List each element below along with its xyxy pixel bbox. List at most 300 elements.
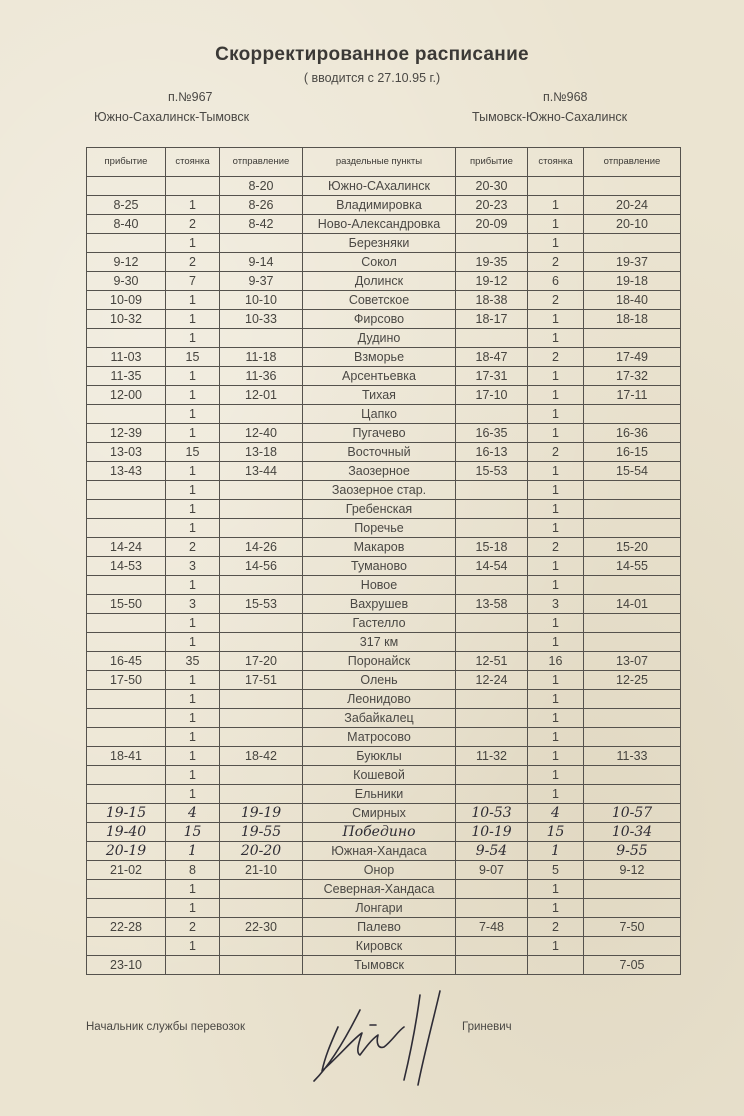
arrival-967-cell: 15-50: [87, 595, 166, 614]
footer-name: Гриневич: [462, 1021, 512, 1033]
table-header-row: [87, 148, 681, 177]
arrival-968-cell: 19-12: [456, 272, 528, 291]
station-name-cell: Взморье: [303, 348, 456, 367]
table-row: [87, 234, 681, 253]
stop-968-cell: 1: [528, 576, 584, 595]
station-name-cell: Буюклы: [303, 747, 456, 766]
table-row: [87, 253, 681, 272]
table-row: [87, 348, 681, 367]
departure-968-cell: 20-24: [584, 196, 681, 215]
column-header: стоянка: [528, 148, 584, 177]
station-name-cell: Цапко: [303, 405, 456, 424]
departure-967-cell: [220, 728, 303, 747]
arrival-967-cell: [87, 576, 166, 595]
table-row: [87, 215, 681, 234]
arrival-968-cell: [456, 405, 528, 424]
table-row: [87, 709, 681, 728]
arrival-968-cell: 14-54: [456, 557, 528, 576]
arrival-967-cell: 10-32: [87, 310, 166, 329]
station-name-cell: Заозерное стар.: [303, 481, 456, 500]
arrival-968-cell: 12-24: [456, 671, 528, 690]
table-row: [87, 329, 681, 348]
arrival-968-cell: [456, 709, 528, 728]
stop-968-cell: 1: [528, 424, 584, 443]
arrival-968-cell: 9-54: [456, 842, 528, 861]
document-title: Скорректированное расписание: [215, 44, 529, 65]
stop-967-cell: 1: [166, 937, 220, 956]
station-name-cell: Вахрушев: [303, 595, 456, 614]
departure-967-cell: 10-33: [220, 310, 303, 329]
arrival-968-cell: 15-18: [456, 538, 528, 557]
arrival-967-cell: 19-15: [87, 804, 166, 823]
column-header: отправление: [584, 148, 681, 177]
arrival-967-cell: [87, 709, 166, 728]
station-name-cell: Северная-Хандаса: [303, 880, 456, 899]
departure-968-cell: [584, 937, 681, 956]
station-name-cell: Березняки: [303, 234, 456, 253]
stop-967-cell: 1: [166, 576, 220, 595]
station-name-cell: Олень: [303, 671, 456, 690]
departure-968-cell: 7-05: [584, 956, 681, 975]
station-name-cell: Кировск: [303, 937, 456, 956]
column-header: прибытие: [87, 148, 166, 177]
departure-967-cell: [220, 500, 303, 519]
departure-967-cell: 8-20: [220, 177, 303, 196]
arrival-967-cell: 14-53: [87, 557, 166, 576]
table-row: [87, 576, 681, 595]
station-name-cell: Южно-САхалинск: [303, 177, 456, 196]
station-name-cell: Долинск: [303, 272, 456, 291]
departure-968-cell: 20-10: [584, 215, 681, 234]
arrival-968-cell: 16-13: [456, 443, 528, 462]
stop-968-cell: 1: [528, 196, 584, 215]
arrival-967-cell: 11-03: [87, 348, 166, 367]
station-name-cell: Гастелло: [303, 614, 456, 633]
arrival-967-cell: [87, 728, 166, 747]
column-header: прибытие: [456, 148, 528, 177]
departure-967-cell: [220, 633, 303, 652]
arrival-967-cell: [87, 633, 166, 652]
arrival-967-cell: 16-45: [87, 652, 166, 671]
departure-967-cell: [220, 690, 303, 709]
arrival-967-cell: 13-43: [87, 462, 166, 481]
departure-967-cell: 22-30: [220, 918, 303, 937]
stop-967-cell: 1: [166, 747, 220, 766]
stop-967-cell: 1: [166, 671, 220, 690]
departure-967-cell: [220, 519, 303, 538]
table-row: [87, 272, 681, 291]
stop-967-cell: 1: [166, 291, 220, 310]
station-name-cell: Дудино: [303, 329, 456, 348]
stop-968-cell: 2: [528, 443, 584, 462]
departure-968-cell: [584, 728, 681, 747]
table-row: [87, 500, 681, 519]
arrival-968-cell: 13-58: [456, 595, 528, 614]
stop-967-cell: 2: [166, 918, 220, 937]
station-name-cell: Смирных: [303, 804, 456, 823]
departure-968-cell: 11-33: [584, 747, 681, 766]
departure-968-cell: 17-32: [584, 367, 681, 386]
stop-967-cell: [166, 956, 220, 975]
arrival-967-cell: 13-03: [87, 443, 166, 462]
stop-967-cell: 3: [166, 557, 220, 576]
departure-967-cell: [220, 785, 303, 804]
arrival-968-cell: [456, 500, 528, 519]
departure-967-cell: 19-19: [220, 804, 303, 823]
arrival-967-cell: 22-28: [87, 918, 166, 937]
column-header: стоянка: [166, 148, 220, 177]
departure-968-cell: 16-15: [584, 443, 681, 462]
departure-968-cell: 18-40: [584, 291, 681, 310]
stop-968-cell: 1: [528, 310, 584, 329]
train-number-left: п.№967: [168, 90, 213, 104]
departure-968-cell: [584, 880, 681, 899]
departure-967-cell: 9-37: [220, 272, 303, 291]
arrival-968-cell: [456, 234, 528, 253]
train-number-right: п.№968: [543, 90, 588, 104]
stop-967-cell: 15: [166, 443, 220, 462]
arrival-967-cell: 17-50: [87, 671, 166, 690]
stop-967-cell: 1: [166, 633, 220, 652]
stop-968-cell: 1: [528, 614, 584, 633]
stop-967-cell: 1: [166, 614, 220, 633]
departure-968-cell: [584, 576, 681, 595]
departure-967-cell: [220, 234, 303, 253]
departure-968-cell: 14-55: [584, 557, 681, 576]
arrival-967-cell: 18-41: [87, 747, 166, 766]
arrival-967-cell: 14-24: [87, 538, 166, 557]
departure-968-cell: [584, 405, 681, 424]
table-row: [87, 785, 681, 804]
column-header: отправление: [220, 148, 303, 177]
stop-968-cell: 3: [528, 595, 584, 614]
table-row: [87, 386, 681, 405]
departure-967-cell: 12-01: [220, 386, 303, 405]
arrival-968-cell: 17-31: [456, 367, 528, 386]
stop-967-cell: 1: [166, 500, 220, 519]
station-name-cell: Кошевой: [303, 766, 456, 785]
departure-968-cell: 19-18: [584, 272, 681, 291]
table-row: [87, 595, 681, 614]
stop-968-cell: 1: [528, 899, 584, 918]
station-name-cell: Гребенская: [303, 500, 456, 519]
departure-968-cell: 10-34: [584, 823, 681, 842]
stop-967-cell: 1: [166, 880, 220, 899]
arrival-967-cell: 12-39: [87, 424, 166, 443]
stop-967-cell: [166, 177, 220, 196]
stop-968-cell: 1: [528, 633, 584, 652]
departure-968-cell: 15-20: [584, 538, 681, 557]
departure-967-cell: [220, 956, 303, 975]
table-row: [87, 462, 681, 481]
table-row: [87, 310, 681, 329]
departure-968-cell: 16-36: [584, 424, 681, 443]
arrival-967-cell: [87, 614, 166, 633]
table-row: [87, 747, 681, 766]
departure-968-cell: [584, 177, 681, 196]
arrival-967-cell: [87, 481, 166, 500]
station-name-cell: Заозерное: [303, 462, 456, 481]
arrival-967-cell: 9-30: [87, 272, 166, 291]
stop-967-cell: 1: [166, 842, 220, 861]
departure-967-cell: [220, 937, 303, 956]
stop-968-cell: 1: [528, 519, 584, 538]
arrival-967-cell: [87, 880, 166, 899]
arrival-968-cell: 11-32: [456, 747, 528, 766]
station-name-cell: Палево: [303, 918, 456, 937]
station-name-cell: Леонидово: [303, 690, 456, 709]
arrival-967-cell: 20-19: [87, 842, 166, 861]
arrival-967-cell: 8-40: [87, 215, 166, 234]
arrival-968-cell: [456, 880, 528, 899]
station-name-cell: Туманово: [303, 557, 456, 576]
table-row: [87, 956, 681, 975]
stop-967-cell: 1: [166, 519, 220, 538]
table-row: [87, 291, 681, 310]
arrival-968-cell: [456, 937, 528, 956]
stop-968-cell: 16: [528, 652, 584, 671]
table-row: [87, 633, 681, 652]
station-name-cell: Поронайск: [303, 652, 456, 671]
arrival-968-cell: [456, 519, 528, 538]
stop-967-cell: 3: [166, 595, 220, 614]
stop-968-cell: 1: [528, 842, 584, 861]
signature-image: [300, 985, 470, 1090]
stop-968-cell: 1: [528, 937, 584, 956]
stop-968-cell: 2: [528, 918, 584, 937]
departure-967-cell: 12-40: [220, 424, 303, 443]
station-name-cell: Забайкалец: [303, 709, 456, 728]
arrival-968-cell: 19-35: [456, 253, 528, 272]
arrival-967-cell: 12-00: [87, 386, 166, 405]
stop-968-cell: 1: [528, 215, 584, 234]
arrival-967-cell: [87, 405, 166, 424]
departure-968-cell: 12-25: [584, 671, 681, 690]
arrival-968-cell: [456, 633, 528, 652]
departure-968-cell: [584, 709, 681, 728]
stop-967-cell: 1: [166, 766, 220, 785]
departure-968-cell: [584, 519, 681, 538]
table-row: [87, 196, 681, 215]
table-row: [87, 443, 681, 462]
station-name-cell: Победино: [303, 823, 456, 842]
table-row: [87, 557, 681, 576]
route-left: Южно-Сахалинск-Тымовск: [94, 110, 250, 124]
arrival-968-cell: [456, 576, 528, 595]
stop-968-cell: 1: [528, 481, 584, 500]
arrival-968-cell: [456, 329, 528, 348]
arrival-967-cell: [87, 234, 166, 253]
departure-967-cell: [220, 766, 303, 785]
arrival-967-cell: 9-12: [87, 253, 166, 272]
departure-968-cell: [584, 329, 681, 348]
departure-967-cell: [220, 481, 303, 500]
stop-967-cell: 1: [166, 709, 220, 728]
arrival-968-cell: 20-09: [456, 215, 528, 234]
stop-968-cell: 1: [528, 329, 584, 348]
departure-968-cell: [584, 481, 681, 500]
departure-967-cell: 9-14: [220, 253, 303, 272]
arrival-967-cell: [87, 519, 166, 538]
arrival-968-cell: [456, 785, 528, 804]
arrival-968-cell: 18-38: [456, 291, 528, 310]
stop-967-cell: 15: [166, 348, 220, 367]
table-row: [87, 937, 681, 956]
arrival-968-cell: 17-10: [456, 386, 528, 405]
departure-967-cell: [220, 329, 303, 348]
arrival-968-cell: [456, 614, 528, 633]
stop-968-cell: 1: [528, 785, 584, 804]
arrival-968-cell: 10-19: [456, 823, 528, 842]
stop-967-cell: 1: [166, 481, 220, 500]
arrival-967-cell: [87, 500, 166, 519]
table-row: [87, 804, 681, 823]
table-row: [87, 614, 681, 633]
arrival-968-cell: 12-51: [456, 652, 528, 671]
arrival-968-cell: [456, 899, 528, 918]
stop-968-cell: 1: [528, 500, 584, 519]
schedule-body: [87, 177, 681, 975]
arrival-968-cell: 7-48: [456, 918, 528, 937]
stop-968-cell: 1: [528, 386, 584, 405]
station-name-cell: Ельники: [303, 785, 456, 804]
arrival-968-cell: [456, 481, 528, 500]
stop-968-cell: 2: [528, 538, 584, 557]
departure-968-cell: [584, 500, 681, 519]
arrival-968-cell: 20-30: [456, 177, 528, 196]
table-row: [87, 652, 681, 671]
arrival-967-cell: 19-40: [87, 823, 166, 842]
table-row: [87, 405, 681, 424]
stop-967-cell: 1: [166, 424, 220, 443]
departure-967-cell: 19-55: [220, 823, 303, 842]
departure-967-cell: 13-44: [220, 462, 303, 481]
arrival-968-cell: [456, 690, 528, 709]
stop-968-cell: 1: [528, 405, 584, 424]
departure-967-cell: [220, 576, 303, 595]
departure-968-cell: 17-11: [584, 386, 681, 405]
departure-967-cell: [220, 880, 303, 899]
table-row: [87, 880, 681, 899]
departure-968-cell: 15-54: [584, 462, 681, 481]
stop-967-cell: 2: [166, 538, 220, 557]
departure-968-cell: 7-50: [584, 918, 681, 937]
station-name-cell: Восточный: [303, 443, 456, 462]
column-header: раздельные пункты: [303, 148, 456, 177]
arrival-967-cell: 23-10: [87, 956, 166, 975]
departure-967-cell: [220, 405, 303, 424]
departure-967-cell: 17-51: [220, 671, 303, 690]
footer-position: Начальник службы перевозок: [86, 1021, 245, 1033]
arrival-967-cell: 10-09: [87, 291, 166, 310]
table-row: [87, 671, 681, 690]
stop-967-cell: 4: [166, 804, 220, 823]
departure-968-cell: [584, 614, 681, 633]
stop-968-cell: 1: [528, 671, 584, 690]
stop-967-cell: 1: [166, 785, 220, 804]
departure-968-cell: 13-07: [584, 652, 681, 671]
station-name-cell: Владимировка: [303, 196, 456, 215]
station-name-cell: Тымовск: [303, 956, 456, 975]
departure-967-cell: [220, 614, 303, 633]
arrival-967-cell: [87, 329, 166, 348]
stop-967-cell: 1: [166, 329, 220, 348]
stop-968-cell: 4: [528, 804, 584, 823]
stop-967-cell: 1: [166, 462, 220, 481]
table-row: [87, 861, 681, 880]
stop-968-cell: 1: [528, 728, 584, 747]
arrival-967-cell: [87, 785, 166, 804]
arrival-968-cell: 9-07: [456, 861, 528, 880]
departure-968-cell: [584, 690, 681, 709]
departure-968-cell: 18-18: [584, 310, 681, 329]
arrival-967-cell: [87, 690, 166, 709]
stop-967-cell: 1: [166, 367, 220, 386]
arrival-968-cell: [456, 728, 528, 747]
station-name-cell: Ново-Александровка: [303, 215, 456, 234]
stop-968-cell: 1: [528, 234, 584, 253]
station-name-cell: Южная-Хандаса: [303, 842, 456, 861]
stop-967-cell: 1: [166, 690, 220, 709]
station-name-cell: Онор: [303, 861, 456, 880]
arrival-968-cell: 15-53: [456, 462, 528, 481]
stop-967-cell: 15: [166, 823, 220, 842]
table-row: [87, 728, 681, 747]
stop-968-cell: 1: [528, 709, 584, 728]
stop-968-cell: 1: [528, 747, 584, 766]
arrival-967-cell: [87, 766, 166, 785]
station-name-cell: 317 км: [303, 633, 456, 652]
station-name-cell: Поречье: [303, 519, 456, 538]
document-subtitle: ( вводится с 27.10.95 г.): [303, 71, 441, 85]
table-row: [87, 481, 681, 500]
table-row: [87, 177, 681, 196]
stop-967-cell: 1: [166, 899, 220, 918]
table-row: [87, 899, 681, 918]
departure-968-cell: [584, 899, 681, 918]
stop-968-cell: 5: [528, 861, 584, 880]
stop-967-cell: 35: [166, 652, 220, 671]
arrival-967-cell: [87, 937, 166, 956]
stop-968-cell: 15: [528, 823, 584, 842]
stop-968-cell: 1: [528, 880, 584, 899]
stop-967-cell: 2: [166, 253, 220, 272]
departure-968-cell: 14-01: [584, 595, 681, 614]
stop-968-cell: [528, 956, 584, 975]
departure-967-cell: 20-20: [220, 842, 303, 861]
stop-968-cell: 2: [528, 253, 584, 272]
table-row: [87, 690, 681, 709]
departure-967-cell: [220, 709, 303, 728]
stop-968-cell: 6: [528, 272, 584, 291]
departure-968-cell: [584, 785, 681, 804]
stop-968-cell: [528, 177, 584, 196]
arrival-967-cell: 11-35: [87, 367, 166, 386]
station-name-cell: Новое: [303, 576, 456, 595]
departure-968-cell: [584, 633, 681, 652]
station-name-cell: Арсентьевка: [303, 367, 456, 386]
departure-967-cell: 10-10: [220, 291, 303, 310]
station-name-cell: Матросово: [303, 728, 456, 747]
route-right: Тымовск-Южно-Сахалинск: [472, 110, 628, 124]
table-row: [87, 918, 681, 937]
arrival-968-cell: 20-23: [456, 196, 528, 215]
stop-968-cell: 1: [528, 462, 584, 481]
departure-968-cell: 17-49: [584, 348, 681, 367]
departure-968-cell: 9-55: [584, 842, 681, 861]
departure-967-cell: 13-18: [220, 443, 303, 462]
departure-967-cell: 17-20: [220, 652, 303, 671]
